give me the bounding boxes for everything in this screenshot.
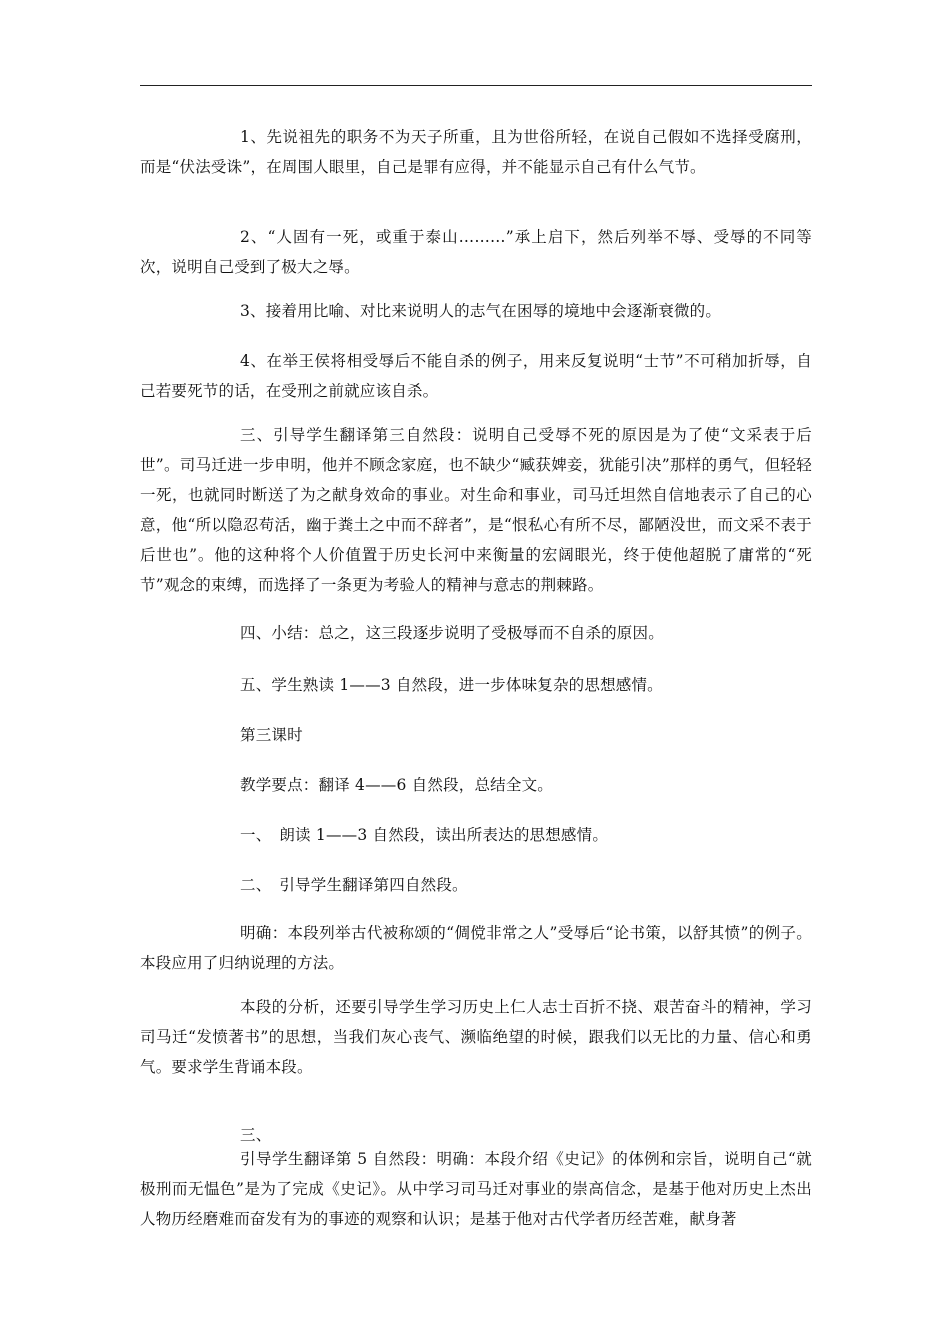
paragraph-12: 本段的分析，还要引导学生学习历史上仁人志士百折不挠、艰苦奋斗的精神，学习司马迁“发愤著书”的思想，当我们灰心丧气、濒临绝望的时候，跟我们以无比的力量、信心和勇气。要求学生背诵本段。	[140, 998, 812, 1076]
paragraph-10: 二、 引导学生翻译第四自然段。	[240, 876, 468, 894]
paragraph-11: 明确：本段列举古代被称颂的“倜傥非常之人”受辱后“论书策，以舒其愤”的例子。本段应用了归纳说理的方法。	[140, 924, 812, 972]
paragraph-3: 3、接着用比喻、对比来说明人的志气在困辱的境地中会逐渐衰微的。	[240, 302, 722, 320]
paragraph-5: 三、引导学生翻译第三自然段：说明自己受辱不死的原因是为了使“文采表于后世”。司马迁进一步申明，他并不顾念家庭，也不缺少“臧获婢妾，犹能引决”那样的勇气，但轻轻一死，也就同时断送了为之献身效命的事业。对生命和事业，司马迁坦然自信地表示了自己的心意，他“所以隐忍苟活，幽于粪土之中而不辞者”，是“恨私心有所不尽，鄙陋没世，而文采不表于后世也”。他的这种将个人价值置于历史长河中来衡量的宏阔眼光，终于使他超脱了庸常的“死节”观念的束缚，而选择了一条更为考验人的精神与意志的荆棘路。	[140, 426, 812, 594]
paragraph-6: 四、小结：总之，这三段逐步说明了受极辱而不自杀的原因。	[240, 624, 664, 642]
paragraph-14: 引导学生翻译第 5 自然段：明确：本段介绍《史记》的体例和宗旨，说明自己“就极刑而无愠色”是为了完成《史记》。从中学习司马迁对事业的崇高信念，是基于他对历史上杰出人物历经磨难而奋发有为的事迹的观察和认识；是基于他对古代学者历经苦难，献身著	[140, 1150, 812, 1228]
paragraph-7: 五、学生熟读 1——3 自然段，进一步体味复杂的思想感情。	[240, 676, 663, 694]
paragraph-9: 一、 朗读 1——3 自然段，读出所表达的思想感情。	[240, 826, 609, 844]
paragraph-13: 三、	[240, 1126, 272, 1144]
paragraph-4: 4、在举王侯将相受辱后不能自杀的例子，用来反复说明“士节”不可稍加折辱，自己若要死节的话，在受刑之前就应该自杀。	[140, 352, 812, 400]
paragraph-8: 教学要点：翻译 4——6 自然段，总结全文。	[240, 776, 553, 794]
paragraph-1: 1、先说祖先的职务不为天子所重，且为世俗所轻，在说自己假如不选择受腐刑，而是“伏法受诛”，在周围人眼里，自己是罪有应得，并不能显示自己有什么气节。	[140, 128, 812, 176]
paragraph-2: 2、“人固有一死，或重于泰山………”承上启下，然后列举不辱、受辱的不同等次，说明自己受到了极大之辱。	[140, 228, 812, 276]
header-rule	[140, 85, 812, 86]
section-heading: 第三课时	[240, 726, 303, 744]
